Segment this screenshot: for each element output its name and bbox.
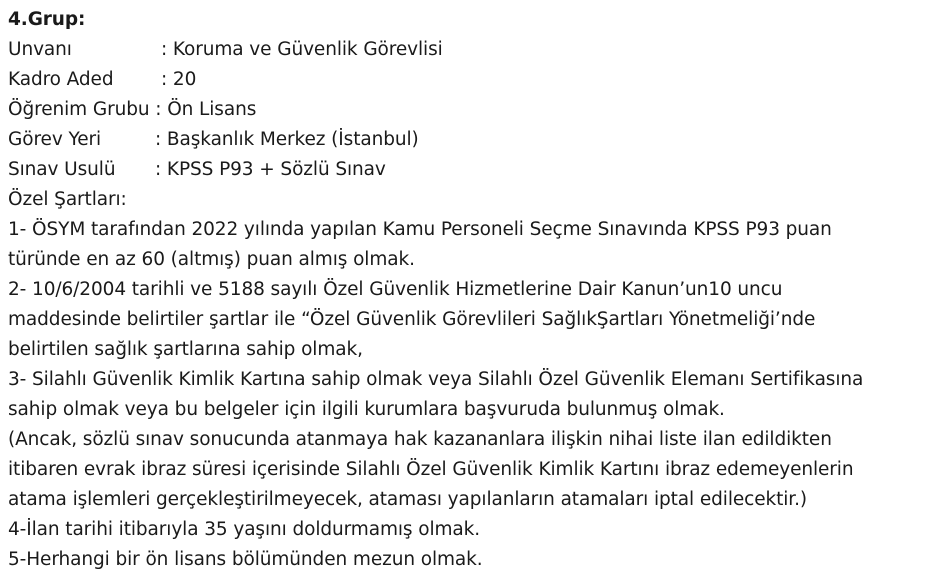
special-conditions-title: Özel Şartları:	[8, 189, 127, 210]
condition-line: maddesinde belirtiler şartlar ile “Özel Güvenlik Görevlileri SağlıkŞartları Yönetmeliği’nde	[8, 309, 816, 330]
condition-line: itibaren evrak ibraz süresi içerisinde Silahlı Özel Güvenlik Kimlik Kartını ibraz edemeyenlerin	[8, 459, 854, 480]
field-value: : Başkanlık Merkez (İstanbul)	[155, 129, 419, 150]
field-row-kadro	[8, 65, 938, 95]
condition-line: türünde en az 60 (altmış) puan almış olmak.	[8, 249, 415, 270]
condition-line: sahip olmak veya bu belgeler için ilgili kurumlara başvuruda bulunmuş olmak.	[8, 399, 725, 420]
condition-line: belirtilen sağlık şartlarına sahip olmak,	[8, 339, 363, 360]
condition-line: 3- Silahlı Güvenlik Kimlik Kartına sahip olmak veya Silahlı Özel Güvenlik Elemanı Sertifikasına	[8, 369, 864, 390]
field-row-ogrenim	[8, 95, 938, 125]
condition-line: 5-Herhangi bir ön lisans bölümünden mezun olmak.	[8, 549, 483, 570]
field-value: : Koruma ve Güvenlik Görevlisi	[161, 39, 443, 60]
field-label: Öğrenim Grubu	[8, 99, 156, 120]
field-row-sinav-usulu	[8, 155, 938, 185]
condition-line: 2- 10/6/2004 tarihli ve 5188 sayılı Özel Güvenlik Hizmetlerine Dair Kanun’un10 uncu	[8, 279, 783, 300]
field-value: : KPSS P93 + Sözlü Sınav	[155, 159, 386, 180]
condition-line: 4-İlan tarihi itibarıyla 35 yaşını doldurmamış olmak.	[8, 519, 481, 540]
field-label: Unvanı	[8, 39, 72, 60]
group-title: 4.Grup:	[8, 9, 86, 30]
field-value: : Ön Lisans	[155, 99, 257, 120]
condition-line: 1- ÖSYM tarafından 2022 yılında yapılan Kamu Personeli Seçme Sınavında KPSS P93 puan	[8, 219, 832, 240]
field-row-unvan	[8, 35, 938, 65]
field-label: Sınav Usulü	[8, 159, 116, 180]
document-body	[8, 5, 938, 575]
field-row-gorev-yeri	[8, 125, 938, 155]
condition-line: (Ancak, sözlü sınav sonucunda atanmaya hak kazananlara ilişkin nihai liste ilan edildikten	[8, 429, 832, 450]
field-value: : 20	[161, 69, 197, 90]
condition-line: atama işlemleri gerçekleştirilmeyecek, ataması yapılanların atamaları iptal edilecektir.)	[8, 489, 808, 510]
field-label: Görev Yeri	[8, 129, 102, 150]
field-label: Kadro Aded	[8, 69, 114, 90]
